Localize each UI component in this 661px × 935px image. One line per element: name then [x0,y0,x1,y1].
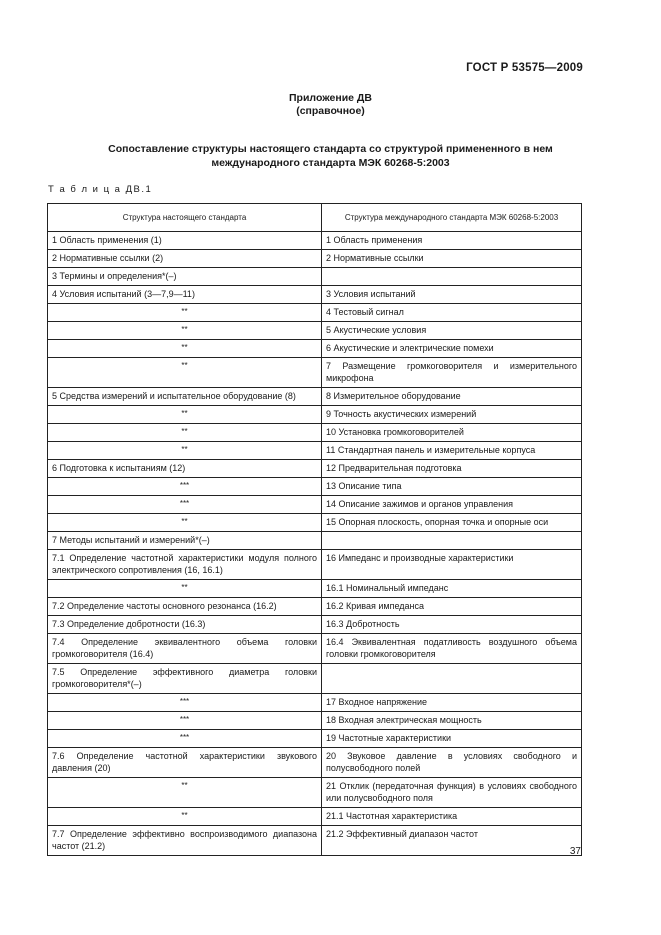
table-row [48,532,582,550]
table-cell-national: ** [48,580,322,598]
table-caption: Т а б л и ц а ДВ.1 [48,184,153,195]
table-row [48,550,582,580]
table-cell-national: 1 Область применения (1) [48,232,322,250]
table-cell-national: *** [48,730,322,748]
table-cell-international [322,664,582,694]
table-cell-national: 7.6 Определение частотной характеристики звукового давления (20) [48,748,322,778]
table-cell-international: 16.3 Добротность [322,616,582,634]
table-cell-international: 19 Частотные характеристики [322,730,582,748]
table-cell-international: 7 Размещение громкоговорителя и измерительного микрофона [322,358,582,388]
table-cell-international: 8 Измерительное оборудование [322,388,582,406]
table-row [48,340,582,358]
table-row [48,406,582,424]
table-cell-international: 15 Опорная плоскость, опорная точка и опорные оси [322,514,582,532]
table-cell-international: 5 Акустические условия [322,322,582,340]
table-cell-international: 11 Стандартная панель и измерительные корпуса [322,442,582,460]
table-row [48,358,582,388]
table-cell-national: ** [48,358,322,388]
table-cell-international: 12 Предварительная подготовка [322,460,582,478]
table-row [48,478,582,496]
table-cell-international: 21.1 Частотная характеристика [322,808,582,826]
table-header-row [48,204,582,232]
table-cell-national: 7.4 Определение эквивалентного объема головки громкоговорителя (16.4) [48,634,322,664]
annex-block [0,92,661,118]
table-row [48,232,582,250]
table-row [48,460,582,478]
table-cell-international: 21.2 Эффективный диапазон частот [322,826,582,856]
table-row [48,424,582,442]
table-cell-national: 3 Термины и определения*(–) [48,268,322,286]
table-cell-international: 14 Описание зажимов и органов управления [322,496,582,514]
table-cell-national: *** [48,496,322,514]
table-cell-national: 4 Условия испытаний (3—7,9—11) [48,286,322,304]
table-cell-international: 1 Область применения [322,232,582,250]
table-row [48,388,582,406]
table-row [48,250,582,268]
table-cell-international: 9 Точность акустических измерений [322,406,582,424]
table-row [48,730,582,748]
table-row [48,694,582,712]
table-cell-national: ** [48,808,322,826]
table-row [48,286,582,304]
annex-title: Приложение ДВ [289,92,372,104]
table-cell-international: 3 Условия испытаний [322,286,582,304]
table-cell-international: 16.2 Кривая импеданса [322,598,582,616]
table-row [48,808,582,826]
table-cell-international: 2 Нормативные ссылки [322,250,582,268]
table-cell-national: ** [48,340,322,358]
table-cell-international [322,268,582,286]
table-body [48,232,582,856]
table-row [48,634,582,664]
table-cell-national: *** [48,478,322,496]
table-row [48,580,582,598]
table-row [48,778,582,808]
table-cell-national: 5 Средства измерений и испытательное оборудование (8) [48,388,322,406]
page-number: 37 [569,846,581,857]
table-cell-national: 7.3 Определение добротности (16.3) [48,616,322,634]
comparison-table [47,203,582,856]
table-row [48,514,582,532]
table-cell-international [322,532,582,550]
table-cell-international: 17 Входное напряжение [322,694,582,712]
table-cell-international: 6 Акустические и электрические помехи [322,340,582,358]
table-cell-national: 7.7 Определение эффективно воспроизводимого диапазона частот (21.2) [48,826,322,856]
table-cell-international: 16.4 Эквивалентная податливость воздушного объема головки громкоговорителя [322,634,582,664]
table-row [48,268,582,286]
table-row [48,496,582,514]
table-cell-national: ** [48,514,322,532]
heading-line-2: международного стандарта МЭК 60268-5:2003 [211,157,450,169]
table-row [48,322,582,340]
column-header: Структура настоящего стандарта [48,204,322,232]
table-cell-national: 2 Нормативные ссылки (2) [48,250,322,268]
table-cell-national: *** [48,694,322,712]
standard-code: ГОСТ Р 53575—2009 [466,62,583,74]
table-row [48,598,582,616]
table-cell-national: 7.1 Определение частотной характеристики модуля полного электрического сопротивления (16, 16.1) [48,550,322,580]
table-cell-national: 6 Подготовка к испытаниям (12) [48,460,322,478]
table-cell-international: 16.1 Номинальный импеданс [322,580,582,598]
table-row [48,664,582,694]
table-row [48,304,582,322]
document-heading [60,142,601,170]
table-cell-national: ** [48,406,322,424]
table-cell-national: ** [48,322,322,340]
table-row [48,826,582,856]
table-cell-national: ** [48,778,322,808]
table-cell-national: *** [48,712,322,730]
table-cell-international: 16 Импеданс и производные характеристики [322,550,582,580]
heading-line-1: Сопоставление структуры настоящего стандарта со структурой примененного в нем [108,143,553,155]
table-cell-national: 7.5 Определение эффективного диаметра головки громкоговорителя*(–) [48,664,322,694]
table-cell-international: 21 Отклик (передаточная функция) в условиях свободного или полусвободного поля [322,778,582,808]
table-cell-international: 13 Описание типа [322,478,582,496]
table-cell-national: ** [48,304,322,322]
table-cell-national: ** [48,424,322,442]
table-cell-international: 20 Звуковое давление в условиях свободного и полусвободного полей [322,748,582,778]
table-cell-international: 10 Установка громкоговорителей [322,424,582,442]
table-cell-national: 7 Методы испытаний и измерений*(–) [48,532,322,550]
table-cell-international: 18 Входная электрическая мощность [322,712,582,730]
table-cell-international: 4 Тестовый сигнал [322,304,582,322]
table-row [48,748,582,778]
annex-subtitle: (справочное) [296,105,365,117]
column-header: Структура международного стандарта МЭК 60268-5:2003 [322,204,582,232]
table-cell-national: ** [48,442,322,460]
table-row [48,616,582,634]
table-row [48,712,582,730]
table-cell-national: 7.2 Определение частоты основного резонанса (16.2) [48,598,322,616]
table-row [48,442,582,460]
